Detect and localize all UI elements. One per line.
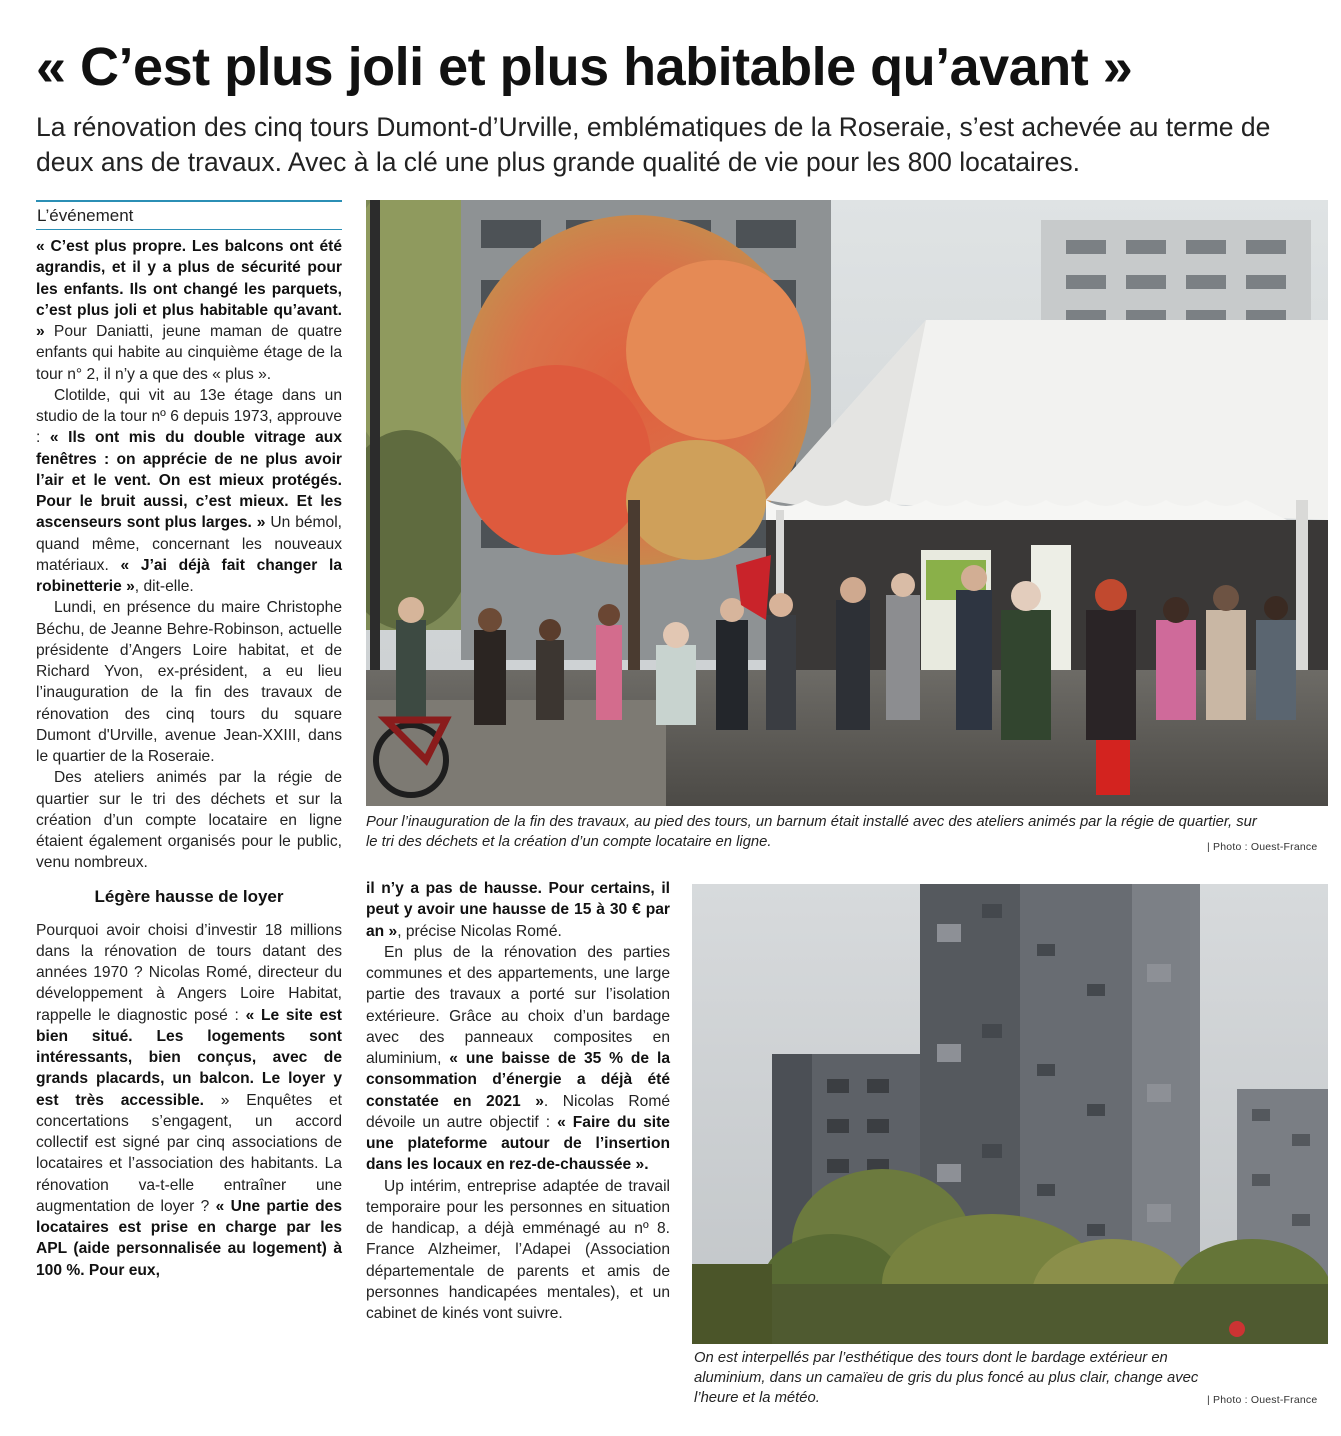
section-rubric: L’événement (36, 200, 342, 230)
paragraph-2-text-b: Un bémol, quand même, concernant les nouveaux matériaux. (36, 514, 342, 574)
paragraph-5-text-b: » Enquêtes et concertations s’engagent, un accord collectif est signé par cinq associations de locataires et l’association des habitants. La rénovation va-t-elle entraîner une augmentation de loyer ? (36, 1091, 342, 1215)
towers-photo (692, 884, 1328, 1344)
paragraph-6-text-b: . Nicolas Romé dévoile un autre objectif : (366, 1092, 670, 1131)
paragraph-4: Des ateliers animés par la régie de quartier sur le tri des déchets et sur la création d’un compte locataire en ligne étaient également organisés pour le public, venu nombreux. (36, 769, 342, 872)
paragraph-5-continued (366, 878, 670, 942)
inauguration-photo (366, 200, 1328, 806)
paragraph-5-text-a: Pourquoi avoir choisi d’investir 18 millions dans la rénovation de tours datant des années 1970 ? Nicolas Romé, directeur du développement à Angers Loire Habitat, rappelle le diagnostic posé : (36, 921, 342, 1024)
paragraph-2-text-a: Clotilde, qui vit au 13e étage dans un studio de la tour nº 6 depuis 1973, approuve : (36, 386, 342, 447)
text-column-1 (36, 236, 342, 1281)
paragraph-6 (366, 942, 670, 1176)
paragraph-1-text: Pour Daniatti, jeune maman de quatre enfants qui habite au cinquième étage de la tour n° 2, il n’y a que des « plus ». (36, 323, 342, 383)
article-standfirst: La rénovation des cinq tours Dumont-d’Urville, emblématiques de la Roseraie, s’est achevée au terme de deux ans de travaux. Avec à la clé une plus grande qualité de vie pour les 800 locataires. (36, 112, 1271, 177)
paragraph-1 (36, 236, 342, 385)
quote-clotilde: « Ils ont mis du double vitrage aux fenêtres : on apprécie de ne plus avoir l’air et le vent. On est mieux protégés. Pour le bruit aussi, c’est mieux. Et les ascenseurs sont plus larges. » (36, 429, 342, 532)
quote-robinetterie: « J’ai déjà fait changer la robinetterie » (36, 556, 342, 595)
article-headline: « C’est plus joli et plus habitable qu’avant » (36, 37, 1133, 97)
paragraph-5-continued-text: , précise Nicolas Romé. (397, 922, 562, 940)
photo-credit-2: | Photo : Ouest-France (1207, 1394, 1318, 1406)
quote-insertion: « Faire du site une plateforme autour de l’insertion dans les locaux en rez-de-chaussée ». (366, 1113, 670, 1174)
paragraph-2-text-c: , dit-elle. (134, 578, 194, 595)
photo-credit-1: | Photo : Ouest-France (1207, 841, 1318, 853)
subhead: Légère hausse de loyer (94, 886, 284, 906)
towers-illustration (692, 884, 1328, 1344)
paragraph-3: Lundi, en présence du maire Christophe Béchu, de Jeanne Behre-Robinson, actuelle présidente d’Angers Loire habitat, et de Richard Yvon, ex-président, a eu lieu l’inauguration de la fin des travaux de rénovation des cinq tours du square Dumont d'Urville, avenue Jean-XXIII, dans le quartier de la Roseraie. (36, 599, 342, 765)
paragraph-2 (36, 385, 342, 598)
paragraph-6-text-a: En plus de la rénovation des parties communes et des appartements, une large partie des travaux a porté sur l’isolation extérieure. Grâce au choix d’un bardage avec des panneaux composites en aluminium, (366, 943, 670, 1067)
quote-diagnostic: « Le site est bien situé. Les logements sont intéressants, bien conçus, avec de grands placards, un balcon. Le loyer y est très accessible. (36, 1006, 342, 1109)
quote-energie: « une baisse de 35 % de la consommation d’énergie a déjà été constatée en 2021 » (366, 1050, 670, 1110)
paragraph-7: Up intérim, entreprise adaptée de travail temporaire pour les personnes en situation de handicap, a déjà emménagé au nº 8. France Alzheimer, l’Adapei (Association départementale de parents et amis de personnes handicapées mentales), et un cabinet de kinés vont suivre. (366, 1177, 670, 1322)
inauguration-illustration (366, 200, 1328, 806)
paragraph-5 (36, 920, 342, 1281)
photo-caption-2: On est interpellés par l’esthétique des tours dont le bardage extérieur en aluminium, dans un camaïeu de gris du plus foncé au plus clair, change avec l’heure et la météo. (694, 1350, 1199, 1406)
quote-hausse: il n’y a pas de hausse. Pour certains, il peut y avoir une hausse de 15 à 30 € par an » (366, 880, 670, 940)
text-column-2 (366, 878, 670, 1324)
photo-caption-1: Pour l’inauguration de la fin des travaux, au pied des tours, un barnum était installé avec des ateliers animés par la régie de quartier, sur le tri des déchets et la création d’un compte locataire en ligne. (366, 814, 1257, 850)
quote-daniatti: « C’est plus propre. Les balcons ont été agrandis, et il y a plus de sécurité pour les enfants. Ils ont changé les parquets, c’est plus joli et plus habitable qu’avant. » (36, 238, 342, 340)
quote-apl: « Une partie des locataires est prise en charge par les APL (aide personnalisée au logement) à 100 %. Pour eux, (36, 1197, 342, 1279)
